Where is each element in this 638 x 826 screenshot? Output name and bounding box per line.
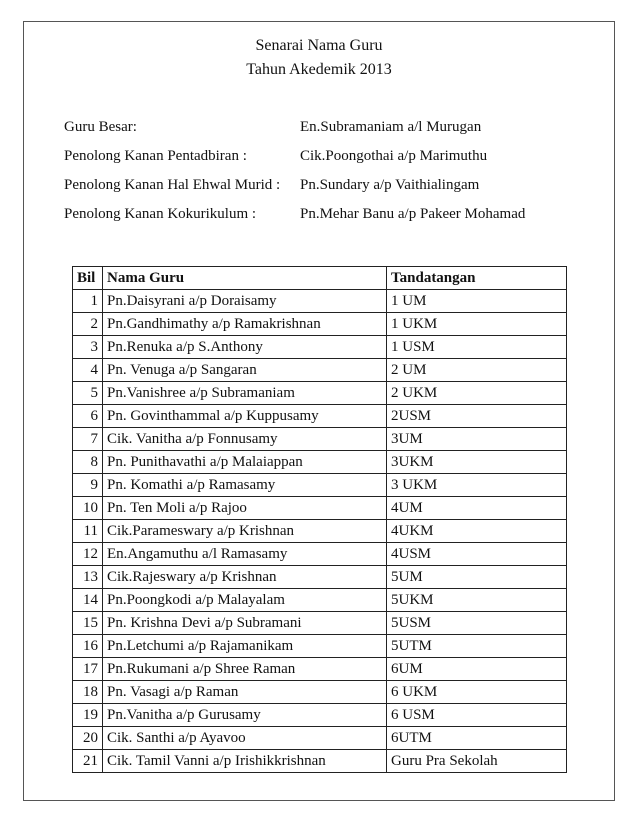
table-row (73, 382, 567, 405)
cell-bil: 11 (73, 520, 103, 543)
cell-nama: Pn.Vanishree a/p Subramaniam (103, 382, 387, 405)
cell-tandatangan: 2 UM (387, 359, 567, 382)
column-header-bil: Bil (73, 267, 103, 290)
cell-nama: Pn.Vanitha a/p Gurusamy (103, 704, 387, 727)
document-title: Senarai Nama Guru (255, 37, 383, 54)
table-row (73, 612, 567, 635)
cell-tandatangan: 4UKM (387, 520, 567, 543)
cell-bil: 20 (73, 727, 103, 750)
table-row (73, 336, 567, 359)
table-row (73, 451, 567, 474)
cell-tandatangan: 1 USM (387, 336, 567, 359)
cell-bil: 5 (73, 382, 103, 405)
table-row (73, 635, 567, 658)
cell-nama: Cik. Vanitha a/p Fonnusamy (103, 428, 387, 451)
table-row (73, 589, 567, 612)
cell-tandatangan: 3UM (387, 428, 567, 451)
cell-nama: Pn.Renuka a/p S.Anthony (103, 336, 387, 359)
cell-bil: 14 (73, 589, 103, 612)
column-header-nama: Nama Guru (103, 267, 387, 290)
cell-bil: 6 (73, 405, 103, 428)
cell-tandatangan: Guru Pra Sekolah (387, 750, 567, 773)
cell-bil: 2 (73, 313, 103, 336)
cell-nama: Pn.Poongkodi a/p Malayalam (103, 589, 387, 612)
official-name: Cik.Poongothai a/p Marimuthu (300, 148, 488, 164)
cell-bil: 18 (73, 681, 103, 704)
cell-bil: 3 (73, 336, 103, 359)
cell-nama: Pn. Govinthammal a/p Kuppusamy (103, 405, 387, 428)
table-row (73, 727, 567, 750)
teacher-table (72, 266, 567, 773)
cell-nama: Cik.Rajeswary a/p Krishnan (103, 566, 387, 589)
cell-tandatangan: 6 USM (387, 704, 567, 727)
cell-nama: Cik.Parameswary a/p Krishnan (103, 520, 387, 543)
document-page (23, 21, 615, 801)
cell-bil: 15 (73, 612, 103, 635)
table-row (73, 405, 567, 428)
cell-tandatangan: 2 UKM (387, 382, 567, 405)
table-row (73, 520, 567, 543)
cell-tandatangan: 5USM (387, 612, 567, 635)
cell-bil: 12 (73, 543, 103, 566)
official-label: Penolong Kanan Kokurikulum : (64, 206, 257, 222)
cell-tandatangan: 1 UM (387, 290, 567, 313)
cell-bil: 1 (73, 290, 103, 313)
cell-tandatangan: 4USM (387, 543, 567, 566)
cell-bil: 8 (73, 451, 103, 474)
cell-nama: Pn. Venuga a/p Sangaran (103, 359, 387, 382)
official-label: Penolong Kanan Hal Ehwal Murid : (64, 177, 281, 193)
official-name: Pn.Sundary a/p Vaithialingam (300, 177, 480, 193)
cell-nama: Pn.Letchumi a/p Rajamanikam (103, 635, 387, 658)
cell-tandatangan: 4UM (387, 497, 567, 520)
table-row (73, 704, 567, 727)
table-row (73, 359, 567, 382)
cell-tandatangan: 3UKM (387, 451, 567, 474)
cell-tandatangan: 5UTM (387, 635, 567, 658)
cell-bil: 10 (73, 497, 103, 520)
cell-nama: Pn. Vasagi a/p Raman (103, 681, 387, 704)
cell-tandatangan: 3 UKM (387, 474, 567, 497)
document-subtitle: Tahun Akedemik 2013 (246, 61, 392, 78)
cell-tandatangan: 6UTM (387, 727, 567, 750)
table-row (73, 681, 567, 704)
cell-nama: Pn.Daisyrani a/p Doraisamy (103, 290, 387, 313)
cell-nama: Pn. Komathi a/p Ramasamy (103, 474, 387, 497)
column-header-tandatangan: Tandatangan (387, 267, 567, 290)
cell-tandatangan: 5UM (387, 566, 567, 589)
cell-bil: 13 (73, 566, 103, 589)
official-label: Penolong Kanan Pentadbiran : (64, 148, 247, 164)
table-header-row (73, 267, 567, 290)
cell-tandatangan: 6 UKM (387, 681, 567, 704)
cell-nama: Pn. Krishna Devi a/p Subramani (103, 612, 387, 635)
cell-nama: Pn. Ten Moli a/p Rajoo (103, 497, 387, 520)
cell-nama: Cik. Tamil Vanni a/p Irishikkrishnan (103, 750, 387, 773)
cell-bil: 9 (73, 474, 103, 497)
table-row (73, 290, 567, 313)
cell-nama: Pn. Punithavathi a/p Malaiappan (103, 451, 387, 474)
official-name: En.Subramaniam a/l Murugan (300, 119, 482, 135)
table-row (73, 543, 567, 566)
cell-nama: En.Angamuthu a/l Ramasamy (103, 543, 387, 566)
cell-tandatangan: 5UKM (387, 589, 567, 612)
cell-bil: 7 (73, 428, 103, 451)
cell-nama: Pn.Rukumani a/p Shree Raman (103, 658, 387, 681)
table-row (73, 428, 567, 451)
table-row (73, 566, 567, 589)
table-row (73, 313, 567, 336)
cell-bil: 21 (73, 750, 103, 773)
table-row (73, 658, 567, 681)
cell-nama: Cik. Santhi a/p Ayavoo (103, 727, 387, 750)
table-row (73, 750, 567, 773)
official-name: Pn.Mehar Banu a/p Pakeer Mohamad (300, 206, 526, 222)
cell-nama: Pn.Gandhimathy a/p Ramakrishnan (103, 313, 387, 336)
cell-tandatangan: 6UM (387, 658, 567, 681)
cell-bil: 19 (73, 704, 103, 727)
cell-bil: 17 (73, 658, 103, 681)
table-row (73, 474, 567, 497)
cell-bil: 16 (73, 635, 103, 658)
cell-bil: 4 (73, 359, 103, 382)
cell-tandatangan: 2USM (387, 405, 567, 428)
cell-tandatangan: 1 UKM (387, 313, 567, 336)
table-row (73, 497, 567, 520)
official-label: Guru Besar: (64, 119, 137, 135)
